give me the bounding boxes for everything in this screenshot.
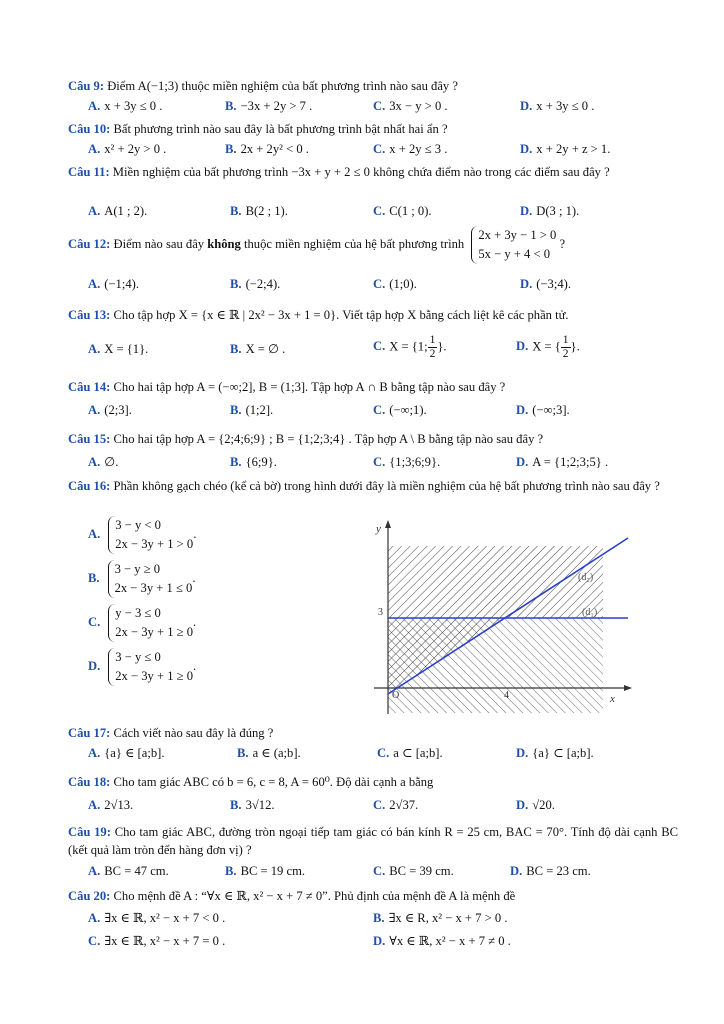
q9-option-d[interactable]: D. x + 3y ≤ 0 . (520, 99, 595, 113)
question-label: Câu 20: (68, 889, 111, 903)
q11-option-c[interactable]: C. C(1 ; 0). (373, 204, 432, 218)
q16-option-b[interactable]: B. 3 − y ≥ 0 2x − 3y + 1 ≤ 0 . (88, 560, 196, 598)
q12-option-d[interactable]: D. (−3;4). (520, 277, 571, 291)
d1-label: (d₁) (582, 607, 598, 618)
q18-option-d[interactable]: D. √20. (516, 798, 555, 812)
q15-option-a[interactable]: A. ∅. (88, 455, 119, 469)
q19-option-c[interactable]: C. BC = 39 cm. (373, 864, 454, 878)
q17-option-b[interactable]: B. a ∈ (a;b]. (237, 746, 301, 760)
question-label: Câu 13: (68, 308, 111, 322)
question-label: Câu 19: (68, 825, 111, 839)
question-15 (68, 430, 678, 448)
question-17 (68, 724, 678, 742)
question-text: Cho tam giác ABC có b = 6, c = 8, A = 60⁰. Độ dài cạnh a bằng (113, 775, 434, 789)
question-label: Câu 16: (68, 479, 111, 493)
question-label: Câu 11: (68, 165, 110, 179)
q11-option-d[interactable]: D. D(3 ; 1). (520, 204, 580, 218)
q19-option-b[interactable]: B. BC = 19 cm. (225, 864, 306, 878)
q14-option-c[interactable]: C. (−∞;1). (373, 403, 427, 417)
q10-option-d[interactable]: D. x + 2y + z > 1. (520, 142, 611, 156)
hatched-region-upper (388, 546, 603, 618)
question-16 (68, 477, 678, 495)
question-19 (68, 823, 678, 859)
y-axis-arrow (385, 520, 391, 528)
q14-option-b[interactable]: B. (1;2]. (230, 403, 274, 417)
q9-option-c[interactable]: C. 3x − y > 0 . (373, 99, 448, 113)
d2-label: (d₂) (578, 572, 594, 583)
q16-option-c[interactable]: C. y − 3 ≤ 0 2x − 3y + 1 ≥ 0 . (88, 604, 196, 642)
q11-option-b[interactable]: B. B(2 ; 1). (230, 204, 288, 218)
q15-option-d[interactable]: D. A = {1;2;3;5} . (516, 455, 609, 469)
x-axis-arrow (624, 685, 632, 691)
q13-option-c[interactable]: C. X = {1; $\frac{1}{2}$ }. (373, 334, 447, 360)
question-label: Câu 14: (68, 380, 111, 394)
q10-option-c[interactable]: C. x + 2y ≤ 3 . (373, 142, 448, 156)
question-label: Câu 18: (68, 775, 111, 789)
q18-option-c[interactable]: C. 2√37. (373, 798, 419, 812)
system-of-inequalities: 2x + 3y − 1 > 0 5x − y + 4 < 0 (471, 226, 556, 264)
q20-option-c[interactable]: C. ∃x ∈ ℝ, x² − x + 7 = 0 . (88, 934, 226, 948)
question-18 (68, 773, 678, 791)
inequality-region-graph (370, 518, 640, 718)
q19-option-a[interactable]: A. BC = 47 cm. (88, 864, 169, 878)
q9-option-b[interactable]: B. −3x + 2y > 7 . (225, 99, 313, 113)
q16-option-a[interactable]: A. 3 − y < 0 2x − 3y + 1 > 0 . (88, 516, 196, 554)
question-text: Cho mệnh đề A : “∀x ∈ ℝ, x² − x + 7 ≠ 0”. Phủ định của mệnh đề A là mệnh đề (113, 889, 516, 903)
q20-option-a[interactable]: A. ∃x ∈ ℝ, x² − x + 7 < 0 . (88, 911, 226, 925)
q13-option-a[interactable]: A. X = {1}. (88, 342, 149, 356)
q18-option-b[interactable]: B. 3√12. (230, 798, 275, 812)
question-text: Cho hai tập hợp A = (−∞;2], B = (1;3]. Tập hợp A ∩ B bằng tập nào sau đây ? (113, 380, 506, 394)
y-tick-3: 3 (378, 607, 383, 618)
q12-option-a[interactable]: A. (−1;4). (88, 277, 139, 291)
q17-option-a[interactable]: A. {a} ∈ [a;b]. (88, 746, 165, 760)
q19-option-d[interactable]: D. BC = 23 cm. (510, 864, 591, 878)
question-label: Câu 9: (68, 79, 105, 93)
question-label: Câu 15: (68, 432, 111, 446)
q12-option-c[interactable]: C. (1;0). (373, 277, 417, 291)
x-axis-label: x (610, 693, 615, 705)
q11-option-a[interactable]: A. A(1 ; 2). (88, 204, 148, 218)
q20-option-d[interactable]: D. ∀x ∈ ℝ, x² − x + 7 ≠ 0 . (373, 934, 511, 948)
question-text: Cho tam giác ABC, đường tròn ngoại tiếp tam giác có bán kính R = 25 cm, BAC = 70°. Tính độ dài cạnh BC (kết quả làm tròn đến hàng đơn vị) ? (68, 825, 678, 857)
question-14 (68, 378, 678, 396)
question-text: Bất phương trình nào sau đây là bất phương trình bật nhất hai ẩn ? (113, 122, 448, 136)
question-text: Miền nghiệm của bất phương trình −3x + y + 2 ≤ 0 không chứa điểm nào trong các điểm sau đây ? (112, 165, 610, 179)
q13-option-b[interactable]: B. X = ∅ . (230, 342, 286, 356)
question-label: Câu 12: (68, 236, 111, 251)
question-text: Phần không gạch chéo (kể cả bờ) trong hình dưới đây là miền nghiệm của hệ bất phương trình nào sau đây ? (113, 479, 660, 493)
question-text: Điểm A(−1;3) thuộc miền nghiệm của bất phương trình nào sau đây ? (107, 79, 458, 93)
question-12: Câu 12: Điểm nào sau đây không thuộc miền nghiệm của hệ bất phương trình 2x + 3y − 1 > 0 5x − y + 4 < 0 ? (68, 226, 688, 264)
hatched-region-lower (388, 618, 603, 713)
q9-option-a[interactable]: A. x + 3y ≤ 0 . (88, 99, 163, 113)
fraction: $\frac{1}{2}$ (429, 334, 436, 360)
x-tick-4: 4 (504, 690, 509, 701)
q15-option-c[interactable]: C. {1;3;6;9}. (373, 455, 441, 469)
origin-label: O (392, 690, 400, 701)
q14-option-d[interactable]: D. (−∞;3]. (516, 403, 570, 417)
q10-option-a[interactable]: A. x² + 2y > 0 . (88, 142, 167, 156)
fraction: $\frac{1}{2}$ (562, 334, 569, 360)
q12-option-b[interactable]: B. (−2;4). (230, 277, 281, 291)
q15-option-b[interactable]: B. {6;9}. (230, 455, 277, 469)
q16-option-d[interactable]: D. 3 − y ≤ 0 2x − 3y + 1 ≥ 0 . (88, 648, 196, 686)
q20-option-b[interactable]: B. ∃x ∈ R, x² − x + 7 > 0 . (373, 911, 508, 925)
q10-option-b[interactable]: B. 2x + 2y² < 0 . (225, 142, 309, 156)
q18-option-a[interactable]: A. 2√13. (88, 798, 134, 812)
q13-option-d[interactable]: D. X = { $\frac{1}{2}$ }. (516, 334, 580, 360)
question-label: Câu 10: (68, 122, 111, 136)
question-9 (68, 77, 678, 95)
question-20 (68, 887, 678, 905)
question-11 (68, 163, 678, 181)
q17-option-c[interactable]: C. a ⊂ [a;b]. (377, 746, 443, 760)
y-axis-label: y (376, 523, 381, 535)
question-text: Cho hai tập hợp A = {2;4;6;9} ; B = {1;2;3;4} . Tập hợp A \ B bằng tập nào sau đây ? (113, 432, 544, 446)
question-10 (68, 120, 678, 138)
question-label: Câu 17: (68, 726, 111, 740)
question-13: Câu 13: Cho tập hợp X = {x ∈ ℝ | 2x² − 3x + 1 = 0}. Viết tập hợp X bằng cách liệt kê các phần tử. (68, 308, 569, 322)
q14-option-a[interactable]: A. (2;3]. (88, 403, 132, 417)
question-text: Cách viết nào sau đây là đúng ? (113, 726, 274, 740)
q17-option-d[interactable]: D. {a} ⊂ [a;b]. (516, 746, 594, 760)
